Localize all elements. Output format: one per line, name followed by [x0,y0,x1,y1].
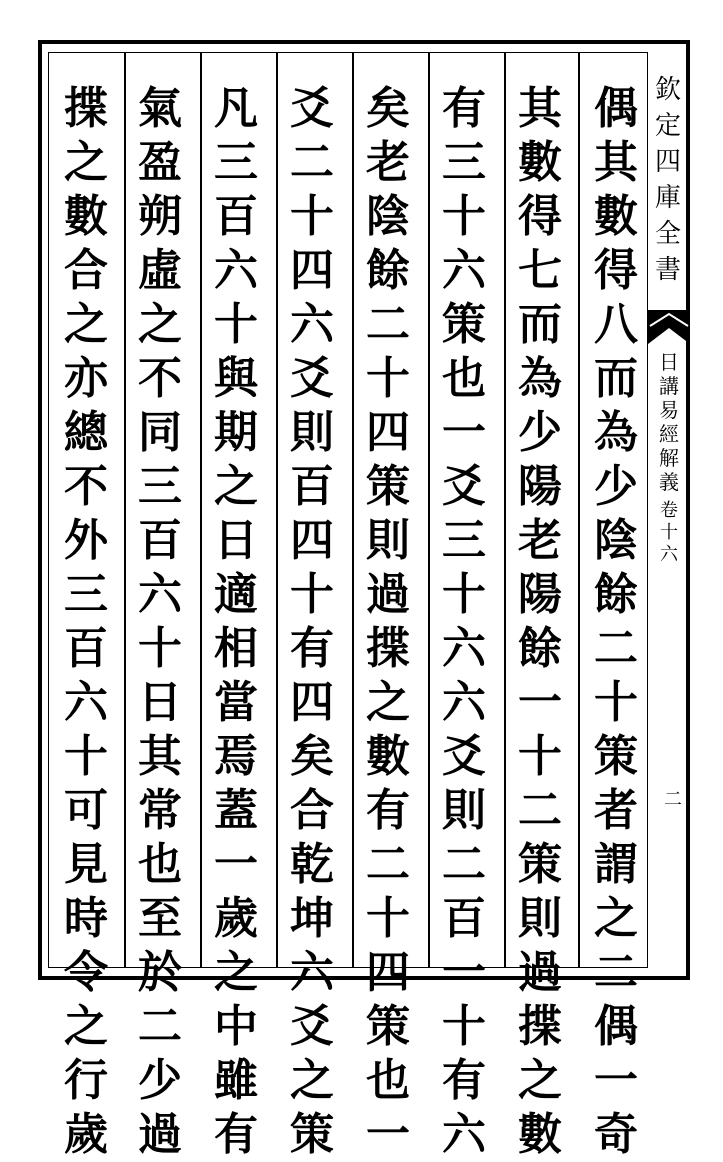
text-char: 中 [214,1001,258,1052]
text-char: 二 [366,839,410,890]
text-char: 之 [64,299,108,350]
text-char: 之 [214,947,258,998]
text-char: 百 [138,515,182,566]
text-char: 數 [518,1109,562,1160]
text-char: 餘 [518,623,562,674]
column-rule [428,52,430,968]
text-char: 一 [518,677,562,728]
text-char: 有 [442,83,486,134]
text-char: 歲 [214,893,258,944]
text-char: 偶 [594,1001,638,1052]
text-char: 蓋 [214,785,258,836]
text-char: 策 [518,839,562,890]
margin-char: 經 [659,422,679,446]
text-char: 陽 [518,569,562,620]
text-char: 可 [64,785,108,836]
margin-char: 欽 [654,75,681,105]
text-char: 三 [138,461,182,512]
text-char: 其 [594,137,638,188]
text-char: 矣 [290,731,334,782]
text-char: 有 [290,623,334,674]
text-char: 謂 [594,839,638,890]
text-char: 百 [64,623,108,674]
text-char: 之 [366,677,410,728]
text-char: 至 [138,893,182,944]
text-char: 數 [64,191,108,242]
text-char: 四 [290,515,334,566]
margin-char: 解 [659,446,679,470]
text-char: 六 [290,947,334,998]
text-char: 揲 [366,623,410,674]
text-char: 奇 [594,1109,638,1160]
text-char: 而 [594,353,638,404]
text-char: 二 [366,299,410,350]
text-char: 之 [64,137,108,188]
text-char: 過 [366,569,410,620]
text-char: 策 [366,461,410,512]
text-char: 三 [442,515,486,566]
margin-char: 書 [654,255,681,285]
margin-char: 日 [659,350,679,374]
text-char: 適 [214,569,258,620]
text-char: 十 [64,731,108,782]
text-char: 為 [594,407,638,458]
text-char: 六 [64,677,108,728]
text-char: 同 [138,407,182,458]
text-char: 餘 [366,245,410,296]
collection-title [652,72,684,288]
text-char: 令 [64,947,108,998]
text-char: 陽 [518,461,562,512]
text-column [508,82,572,1160]
text-char: 八 [594,299,638,350]
text-column [128,82,192,1160]
text-char: 則 [518,893,562,944]
text-char: 十 [442,1001,486,1052]
text-char: 之 [290,1055,334,1106]
text-char: 百 [214,191,258,242]
text-char: 四 [290,245,334,296]
text-char: 四 [366,947,410,998]
text-char: 陰 [366,191,410,242]
text-char: 少 [594,461,638,512]
text-char: 相 [214,623,258,674]
text-char: 揲 [64,83,108,134]
column-rule [124,52,126,968]
text-char: 十 [138,623,182,674]
text-char: 坤 [290,893,334,944]
text-char: 策 [290,1109,334,1160]
text-char: 日 [214,515,258,566]
margin-char: 卷 [660,500,678,521]
text-char: 得 [594,245,638,296]
text-column [54,82,118,1160]
text-char: 朔 [138,191,182,242]
text-char: 虛 [138,245,182,296]
text-char: 時 [64,893,108,944]
text-char: 焉 [214,731,258,782]
column-rule [276,52,278,968]
text-char: 行 [64,1055,108,1106]
text-char: 六 [214,245,258,296]
text-char: 數 [518,137,562,188]
text-char: 一 [594,1055,638,1106]
text-char: 過 [518,947,562,998]
text-char: 老 [518,515,562,566]
text-char: 百 [290,461,334,512]
text-char: 少 [518,407,562,458]
column-rule [200,52,202,968]
column-rule [578,52,580,968]
text-char: 揲 [518,1001,562,1052]
column-rule [504,52,506,968]
text-column [204,82,268,1160]
text-char: 盈 [138,137,182,188]
text-char: 六 [442,677,486,728]
text-char: 十 [518,731,562,782]
text-char: 二 [442,839,486,890]
text-char: 之 [214,461,258,512]
text-char: 當 [214,677,258,728]
text-char: 爻 [290,353,334,404]
text-char: 策 [366,1001,410,1052]
text-char: 常 [138,785,182,836]
text-char: 有 [442,1055,486,1106]
text-char: 過 [138,1109,182,1160]
text-char: 一 [442,947,486,998]
text-char: 十 [290,191,334,242]
margin-char: 庫 [654,183,681,213]
text-char: 餘 [594,569,638,620]
text-column [432,82,496,1160]
text-char: 爻 [442,461,486,512]
text-char: 少 [138,1055,182,1106]
text-char: 則 [442,785,486,836]
text-char: 期 [214,407,258,458]
text-char: 則 [366,515,410,566]
text-char: 之 [64,1001,108,1052]
text-char: 四 [366,407,410,458]
text-char: 於 [138,947,182,998]
text-char: 三 [442,137,486,188]
column-rule [352,52,354,968]
margin-char: 義 [659,470,679,494]
margin-char: 十 [660,522,678,543]
volume-label [654,500,684,566]
text-char: 合 [290,785,334,836]
margin-char: 講 [659,374,679,398]
text-char: 而 [518,299,562,350]
text-column [356,82,420,1160]
text-char: 策 [442,299,486,350]
text-char: 也 [138,839,182,890]
text-char: 四 [290,677,334,728]
text-char: 十 [290,569,334,620]
text-char: 十 [214,299,258,350]
text-char: 矣 [366,83,410,134]
text-char: 策 [594,731,638,782]
text-char: 日 [138,677,182,728]
text-char: 十 [366,893,410,944]
text-char: 十 [442,569,486,620]
fish-tail-mark-icon [648,310,690,344]
text-char: 三 [64,569,108,620]
text-char: 十 [366,353,410,404]
text-char: 一 [366,1109,410,1160]
text-char: 二 [518,785,562,836]
text-char: 一 [214,839,258,890]
text-char: 也 [442,353,486,404]
text-char: 為 [518,353,562,404]
text-char: 其 [138,731,182,782]
text-char: 數 [366,731,410,782]
text-char: 凡 [214,83,258,134]
text-char: 有 [366,785,410,836]
text-char: 陰 [594,515,638,566]
text-char: 六 [442,1109,486,1160]
margin-char: 全 [654,219,681,249]
text-char: 見 [64,839,108,890]
text-char: 七 [518,245,562,296]
page-number: 二 [664,789,682,810]
text-char: 之 [138,299,182,350]
text-char: 偶 [594,83,638,134]
book-title [652,350,686,494]
margin-char: 易 [659,398,679,422]
text-char: 不 [138,353,182,404]
margin-char: 六 [660,544,678,565]
text-char: 一 [442,407,486,458]
margin-char: 定 [654,111,681,141]
text-char: 三 [214,137,258,188]
text-char: 不 [64,461,108,512]
margin-char: 四 [654,147,681,177]
text-char: 外 [64,515,108,566]
text-char: 六 [138,569,182,620]
text-char: 二 [290,137,334,188]
text-char: 二 [594,947,638,998]
text-char: 其 [518,83,562,134]
text-char: 則 [290,407,334,458]
text-char: 合 [64,245,108,296]
text-char: 六 [442,245,486,296]
text-char: 氣 [138,83,182,134]
text-char: 十 [442,191,486,242]
text-char: 得 [518,191,562,242]
text-char: 數 [594,191,638,242]
text-char: 也 [366,1055,410,1106]
text-char: 與 [214,353,258,404]
text-char: 百 [442,893,486,944]
text-char: 之 [594,893,638,944]
text-char: 爻 [290,1001,334,1052]
text-char: 亦 [64,353,108,404]
text-char: 有 [214,1109,258,1160]
text-char: 者 [594,785,638,836]
text-char: 爻 [290,83,334,134]
text-char: 總 [64,407,108,458]
text-char: 六 [290,299,334,350]
text-char: 乾 [290,839,334,890]
text-char: 十 [594,677,638,728]
text-column [280,82,344,1160]
text-column [584,82,648,1160]
text-char: 二 [138,1001,182,1052]
text-char: 老 [366,137,410,188]
text-char: 六 [442,623,486,674]
text-char: 之 [518,1055,562,1106]
text-char: 爻 [442,731,486,782]
text-char: 歲 [64,1109,108,1160]
text-char: 二 [594,623,638,674]
text-char: 雖 [214,1055,258,1106]
